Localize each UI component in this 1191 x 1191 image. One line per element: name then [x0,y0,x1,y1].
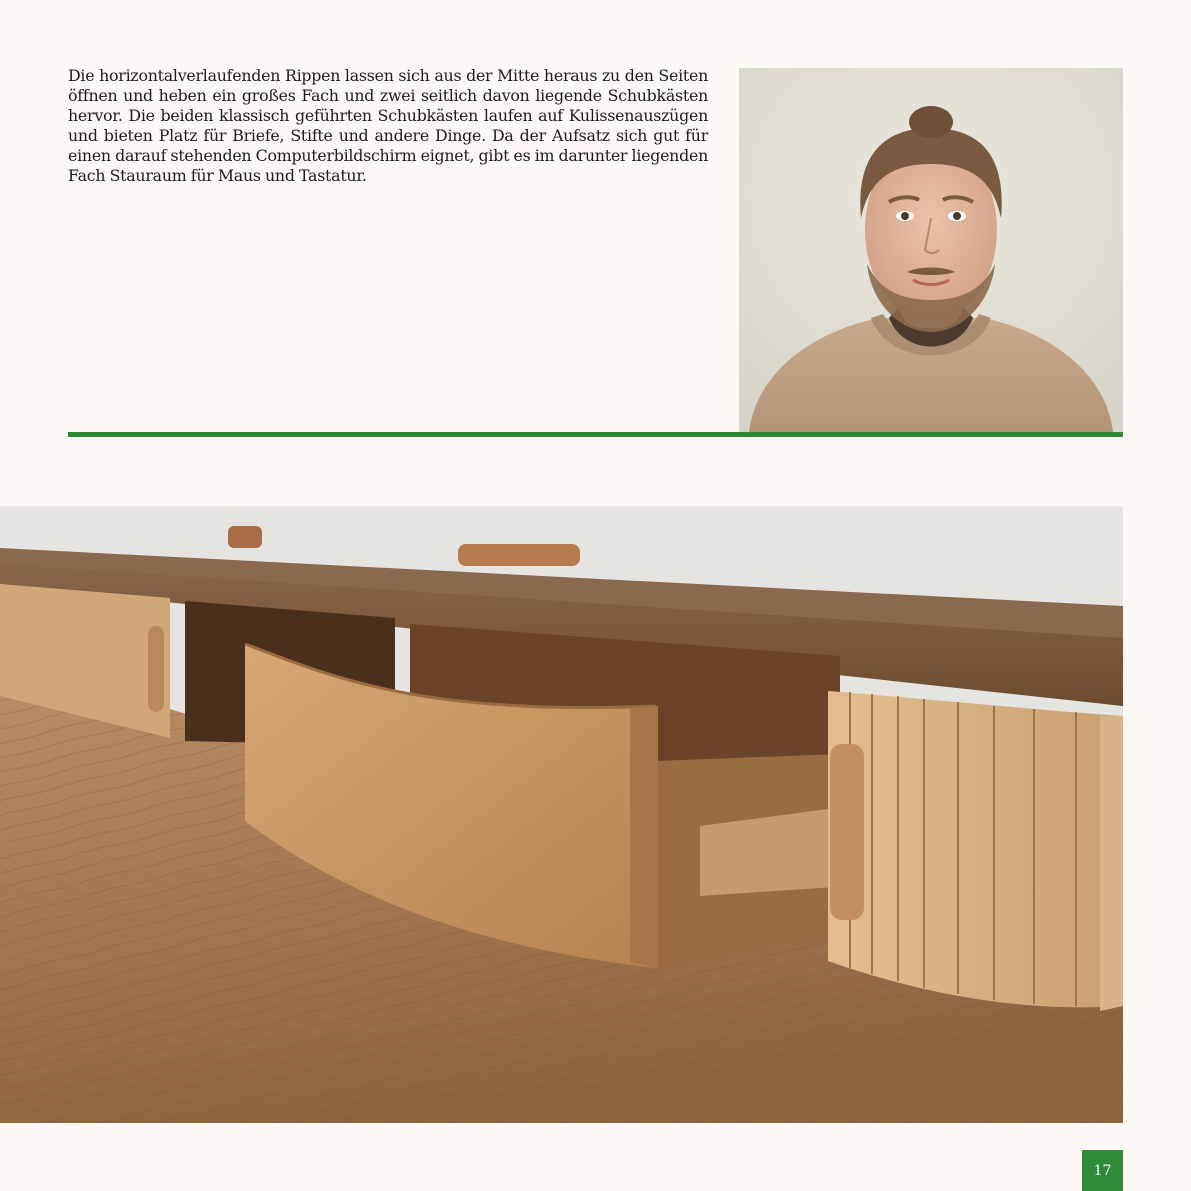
body-paragraph: Die horizontalverlaufenden Rippen lassen sich aus der Mitte heraus zu den Seiten öffnen und heben ein großes Fach und zwei seitlich davon liegende Schubkästen hervor. Die beiden klassisch geführten Schubkästen laufen auf Kulissenauszügen und bieten Platz für Briefe, Stifte und andere Dinge. Da der Aufsatz sich gut für einen darauf stehenden Computerbildschirm eignet, gibt es im darunter liegenden Fach Stauraum für Maus und Tastatur. [68,66,708,185]
section-divider [68,432,1123,437]
portrait-photo [739,68,1123,432]
page-number: 17 [1082,1150,1123,1191]
desk-photo [0,506,1123,1123]
